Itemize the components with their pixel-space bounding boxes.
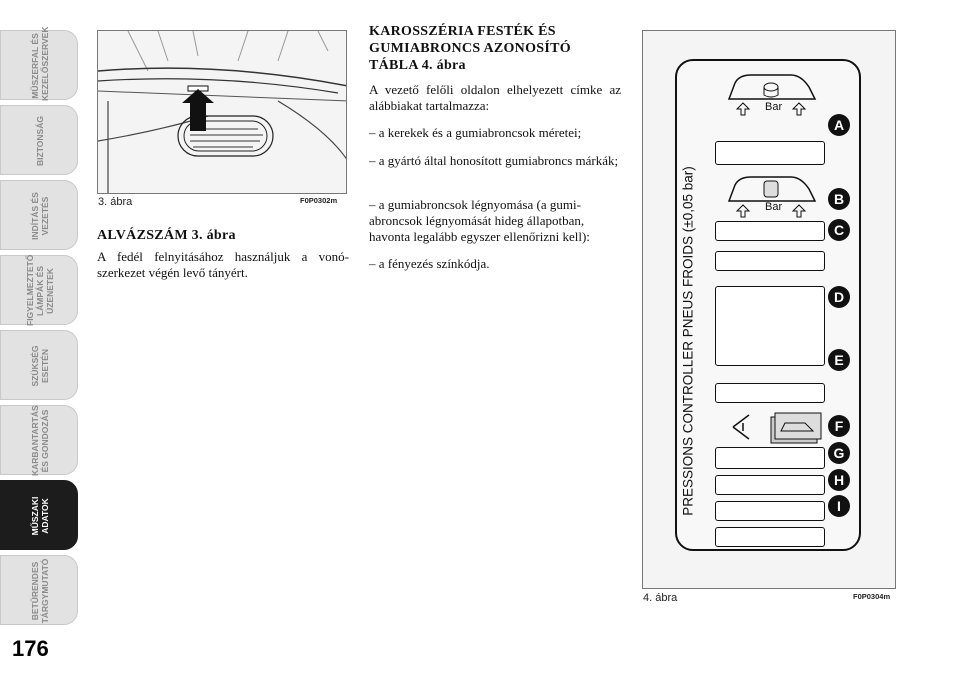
tab-label: BIZTONSÁG (35, 116, 45, 166)
badge-e: E (828, 349, 850, 371)
paint-code-icon (729, 409, 825, 445)
page-number: 176 (12, 636, 49, 661)
tab-karbantartas[interactable] (0, 405, 78, 475)
tab-label: KARBANTARTÁS ÉS GONDOZÁS (30, 405, 50, 476)
tab-label: BETŰRENDES TÁRGYMUTATÓ (30, 558, 50, 624)
vehicle-front-illustration (98, 31, 347, 194)
tab-label: INDÍTÁS ÉS VEZETÉS (30, 192, 50, 240)
tab-betrendes[interactable] (0, 555, 78, 625)
bar-label: Bar (765, 101, 783, 113)
list-item: – a kerekek és a gumiabroncsok méretei; (369, 125, 582, 140)
tab-figyelmezteto[interactable] (0, 255, 78, 325)
field-d (715, 286, 825, 366)
section-heading-line-2: GUMIABRONCS AZONOSÍTÓ (369, 41, 571, 56)
list-item: – a gyártó által honosított gumiabroncs márkák; (369, 153, 619, 168)
section-paragraph-alvazszam: A fedél felnyitásához használjuk a vonó-szerkezet végén levő tányért. (97, 249, 349, 280)
field-c (715, 251, 825, 271)
tab-muszaki-adatok[interactable] (0, 480, 78, 550)
list-item: – a fényezés színkódja. (369, 256, 490, 271)
pressure-instruction-text: PRESSIONS CONTROLLER PNEUS FROIDS (±0,05 bar) (680, 166, 696, 516)
badge-h: H (828, 469, 850, 491)
badge-i: I (828, 495, 850, 517)
section-heading-line-1: KAROSSZÉRIA FESTÉK ÉS (369, 24, 556, 39)
badge-f: F (828, 415, 850, 437)
section-heading-line-3: TÁBLA 4. ábra (369, 58, 466, 73)
figure-4-caption: 4. ábra (643, 592, 678, 604)
field-a (715, 141, 825, 165)
tab-label: FIGYELMEZTETŐ LÁMPÁK ÉS ÜZENETEK (25, 254, 55, 326)
field-e (715, 383, 825, 403)
section-heading-alvazszam: ALVÁZSZÁM 3. ábra (97, 228, 236, 243)
field-h (715, 501, 825, 521)
badge-d: D (828, 286, 850, 308)
section-intro: A vezető felőli oldalon elhelyezett címke az alábbiakat tartalmazza: (369, 82, 621, 113)
tab-label: SZÜKSÉG ESETÉN (30, 345, 50, 387)
tab-biztonsag[interactable] (0, 105, 78, 175)
field-g (715, 475, 825, 495)
field-i (715, 527, 825, 547)
badge-g: G (828, 442, 850, 464)
badge-b: B (828, 188, 850, 210)
field-b (715, 221, 825, 241)
figure-3-code: F0P0302m (300, 196, 338, 205)
list-item: – a gumiabroncsok légnyomása (a gumi-abroncsok légnyomását hideg állapotban, havonta legalább egyszer ellenőrizni kell): (369, 197, 590, 244)
figure-4-image (642, 30, 896, 589)
figure-3-caption: 3. ábra (98, 196, 133, 208)
tab-muszerfal[interactable] (0, 26, 78, 101)
tab-inditas[interactable] (0, 180, 78, 250)
figure-3-image (97, 30, 347, 194)
figure-4-code: F0P0304m (853, 592, 891, 601)
bar-label: Bar (765, 201, 783, 213)
field-f (715, 447, 825, 469)
tab-szukseg[interactable] (0, 330, 78, 400)
tab-label: MŰSZERFAL ÉS KEZELŐSZERVEK (30, 26, 50, 101)
tab-label: MŰSZAKI ADATOK (30, 496, 50, 536)
badge-a: A (828, 114, 850, 136)
badge-c: C (828, 219, 850, 241)
